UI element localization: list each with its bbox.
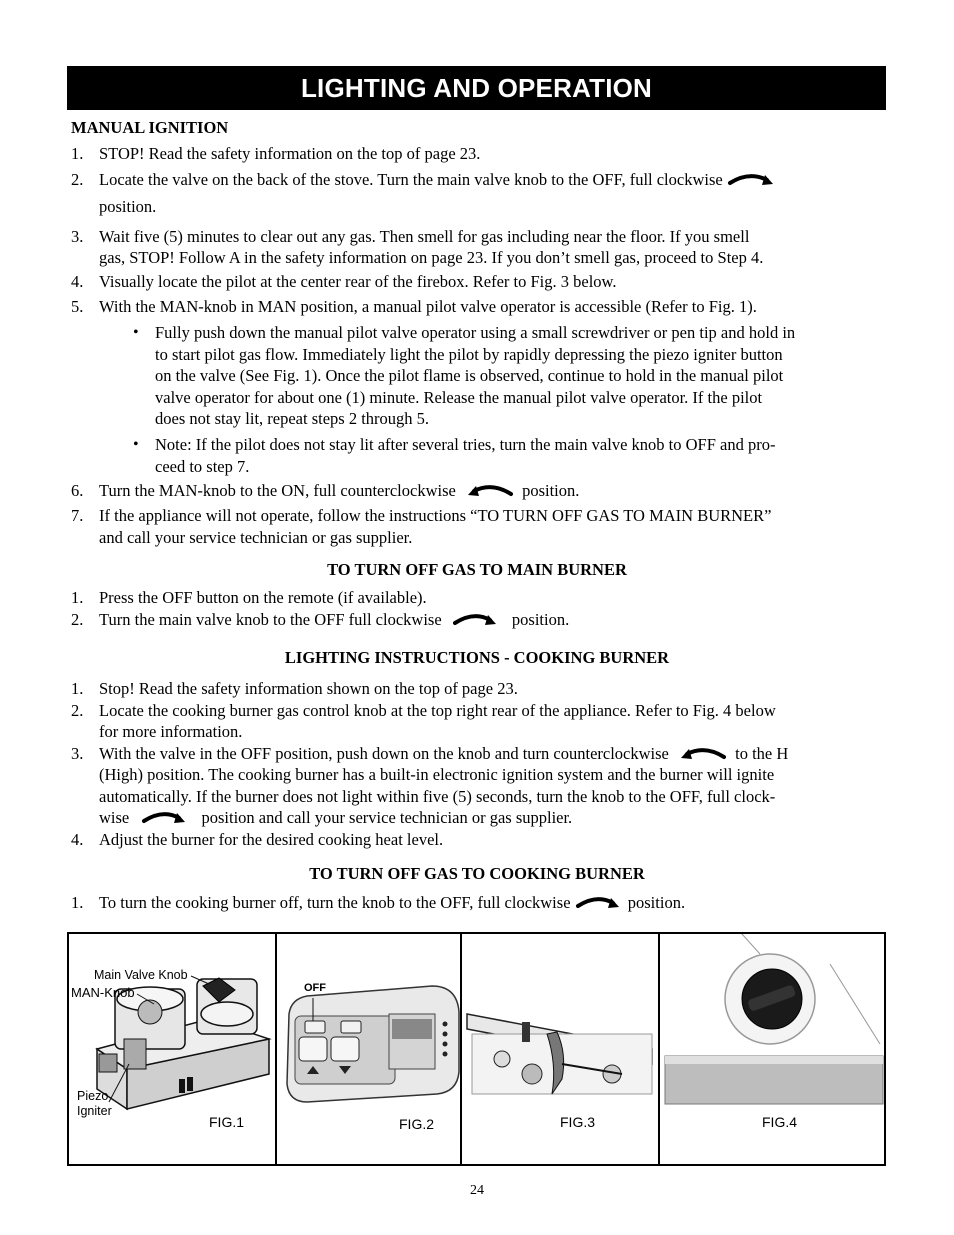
clockwise-arrow-icon	[141, 809, 187, 829]
bullet-1-line: on the valve (See Fig. 1). Once the pilot flame is observed, continue to hold in the manual pilot	[155, 366, 784, 385]
step-number: 2.	[71, 170, 84, 189]
cooking-step-3-cont: (High) position. The cooking burner has a built-in electronic ignition system and the burner will ignite	[99, 765, 775, 784]
figure-table	[67, 932, 886, 1166]
manual-step-7-cont: and call your service technician or gas supplier.	[99, 528, 413, 547]
figure-1-panel	[69, 934, 277, 1164]
manual-step-5: With the MAN-knob in MAN position, a manual pilot valve operator is accessible (Refer to Fig. 1).	[99, 297, 757, 316]
manual-step-3-cont: gas, STOP! Follow A in the safety information on page 23. If you don’t smell gas, proceed to Step 4.	[99, 248, 764, 267]
cooking-step-1: Stop! Read the safety information shown on the top of page 23.	[99, 679, 518, 698]
manual-step-2-cont: position.	[99, 197, 157, 216]
step-number: 2.	[71, 701, 84, 720]
page-title: LIGHTING AND OPERATION	[67, 66, 886, 110]
step-number: 3.	[71, 227, 84, 246]
off-cooking-step-1: To turn the cooking burner off, turn the knob to the OFF, full clockwise position.	[99, 892, 685, 914]
figure-4-panel	[660, 934, 886, 1164]
cooking-step-2-cont: for more information.	[99, 722, 243, 741]
bullet-2-line: ceed to step 7.	[155, 457, 250, 476]
cooking-step-3-cont: wise position and call your service technician or gas supplier.	[99, 807, 572, 829]
off-button-callout: OFF	[304, 982, 326, 994]
main-valve-knob-callout: Main Valve Knob	[94, 968, 188, 982]
off-cooking-heading: TO TURN OFF GAS TO COOKING BURNER	[309, 864, 645, 883]
counterclockwise-arrow-icon	[681, 745, 727, 765]
piezo-callout: Piezo	[77, 1089, 109, 1103]
figure-3-label: FIG.3	[560, 1114, 596, 1130]
manual-step-1: STOP! Read the safety information on the top of page 23.	[99, 144, 481, 163]
figure-2-panel	[277, 934, 462, 1164]
cooking-step-4: Adjust the burner for the desired cooking heat level.	[99, 830, 444, 849]
clockwise-arrow-icon	[575, 894, 621, 914]
step-number: 1.	[71, 144, 84, 163]
manual-step-7: If the appliance will not operate, follow the instructions “TO TURN OFF GAS TO MAIN BURNER”	[99, 506, 772, 525]
bullet-2-line: Note: If the pilot does not stay lit after several tries, turn the main valve knob to OFF and pro-	[155, 435, 776, 454]
figure-3-panel	[462, 934, 660, 1164]
step-number: 1.	[71, 588, 84, 607]
bullet: •	[133, 324, 139, 341]
off-main-step-1: Press the OFF button on the remote (if available).	[99, 588, 427, 607]
cooking-step-3-cont: automatically. If the burner does not light within five (5) seconds, turn the knob to the OFF, full clock-	[99, 787, 776, 806]
manual-ignition-heading: MANUAL IGNITION	[71, 118, 229, 137]
off-main-step-2: Turn the main valve knob to the OFF full clockwise position.	[99, 609, 569, 631]
manual-step-4: Visually locate the pilot at the center rear of the firebox. Refer to Fig. 3 below.	[99, 272, 617, 291]
step-number: 5.	[71, 297, 84, 316]
man-knob-callout: MAN-Knob	[71, 985, 135, 1000]
clockwise-arrow-icon	[452, 611, 498, 631]
bullet: •	[133, 436, 139, 453]
page-number: 24	[470, 1183, 484, 1198]
off-main-heading: TO TURN OFF GAS TO MAIN BURNER	[327, 560, 627, 579]
step-number: 1.	[71, 679, 84, 698]
figure-4-label: FIG.4	[762, 1114, 798, 1130]
counterclockwise-arrow-icon	[468, 482, 514, 502]
manual-step-3: Wait five (5) minutes to clear out any gas. Then smell for gas including near the floor. If you smell	[99, 227, 750, 246]
step-number: 2.	[71, 610, 84, 629]
cooking-heading: LIGHTING INSTRUCTIONS - COOKING BURNER	[284, 648, 670, 667]
bullet-1-line: to start pilot gas flow. Immediately light the pilot by rapidly depressing the piezo igniter button	[155, 345, 783, 364]
step-number: 7.	[71, 506, 84, 525]
step-number: 3.	[71, 744, 84, 763]
step-number: 4.	[71, 830, 84, 849]
figure-1-label: FIG.1	[209, 1114, 245, 1130]
cooking-step-3: With the valve in the OFF position, push down on the knob and turn counterclockwise to the H	[99, 743, 788, 765]
manual-step-6: Turn the MAN-knob to the ON, full counterclockwise position.	[99, 480, 579, 502]
cooking-step-2: Locate the cooking burner gas control knob at the top right rear of the appliance. Refer to Fig. 4 below	[99, 701, 776, 720]
clockwise-arrow-icon	[727, 171, 775, 191]
bullet-1-line: Fully push down the manual pilot valve operator using a small screwdriver or pen tip and hold in	[155, 323, 796, 342]
igniter-callout: Igniter	[77, 1104, 112, 1118]
bullet-1-line: valve operator for about one (1) minute. Release the manual pilot valve operator. If the pilot	[155, 388, 763, 407]
step-number: 1.	[71, 893, 84, 912]
bullet-1-line: does not stay lit, repeat steps 2 through 5.	[155, 409, 430, 428]
figure-2-label: FIG.2	[399, 1116, 435, 1132]
manual-step-2: Locate the valve on the back of the stove. Turn the main valve knob to the OFF, full clockwise	[99, 169, 775, 191]
step-number: 6.	[71, 481, 84, 500]
step-number: 4.	[71, 272, 84, 291]
